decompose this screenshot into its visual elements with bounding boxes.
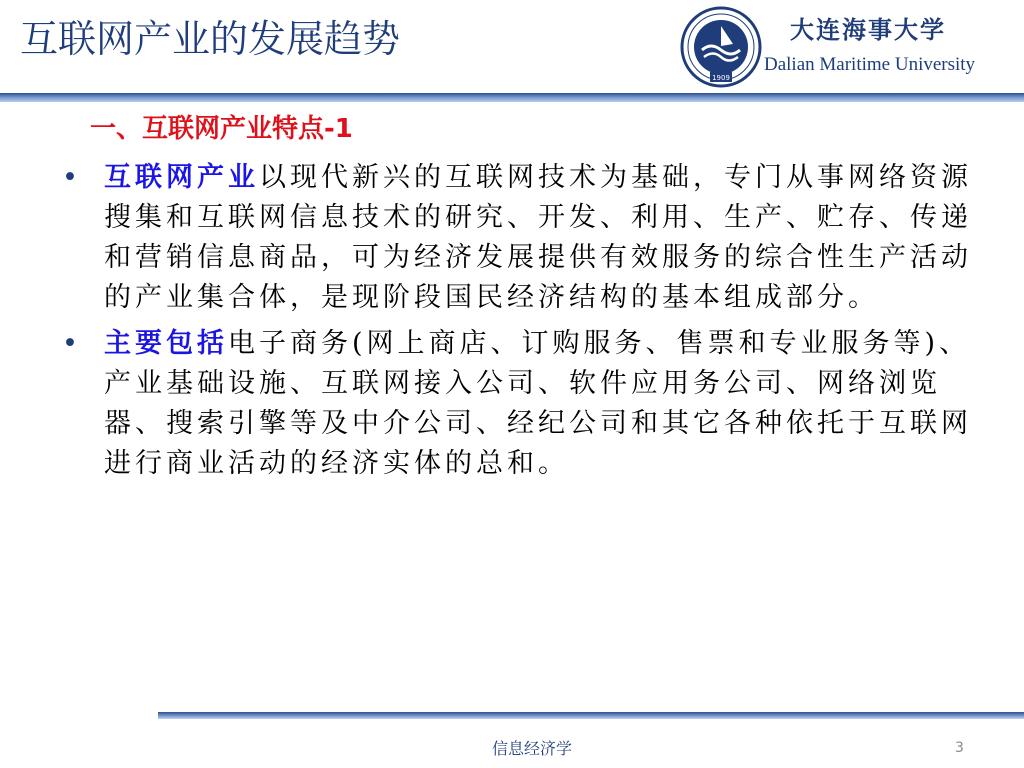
bullet-text: 以现代新兴的互联网技术为基础，专门从事网络资源搜集和互联网信息技术的研究、开发、利用、生产、贮存、传递和营销信息商品，可为经济发展提供有效服务的综合性生产活动的产业集合体，是现阶段国民经济结构的基本组成部分。	[104, 162, 972, 313]
bullet-keyword: 互联网产业	[104, 162, 259, 193]
bullet-item	[60, 324, 990, 484]
page-number: 3	[955, 740, 964, 756]
bullet-item	[60, 158, 990, 318]
university-name-en: Dalian Maritime University	[764, 54, 976, 75]
bullet-list	[60, 158, 990, 490]
bullet-icon: •	[62, 162, 82, 193]
header-divider	[0, 93, 1024, 102]
bullet-text: 电子商务(网上商店、订购服务、售票和专业服务等)、产业基础设施、互联网接入公司、软件应用务公司、网络浏览器、搜索引擎等及中介公司、经纪公司和其它各种依托于互联网进行商业活动的经济实体的总和。	[104, 328, 972, 479]
logo-year: 1909	[712, 74, 730, 82]
university-seal-icon	[680, 6, 762, 88]
section-subtitle: 一、互联网产业特点-1	[90, 114, 353, 144]
footer-divider	[158, 712, 1024, 719]
university-name-cn: 大连海事大学	[790, 16, 946, 44]
slide-title: 互联网产业的发展趋势	[20, 17, 401, 61]
footer-course-name: 信息经济学	[492, 739, 573, 758]
bullet-icon: •	[62, 328, 82, 359]
bullet-keyword: 主要包括	[104, 328, 228, 359]
